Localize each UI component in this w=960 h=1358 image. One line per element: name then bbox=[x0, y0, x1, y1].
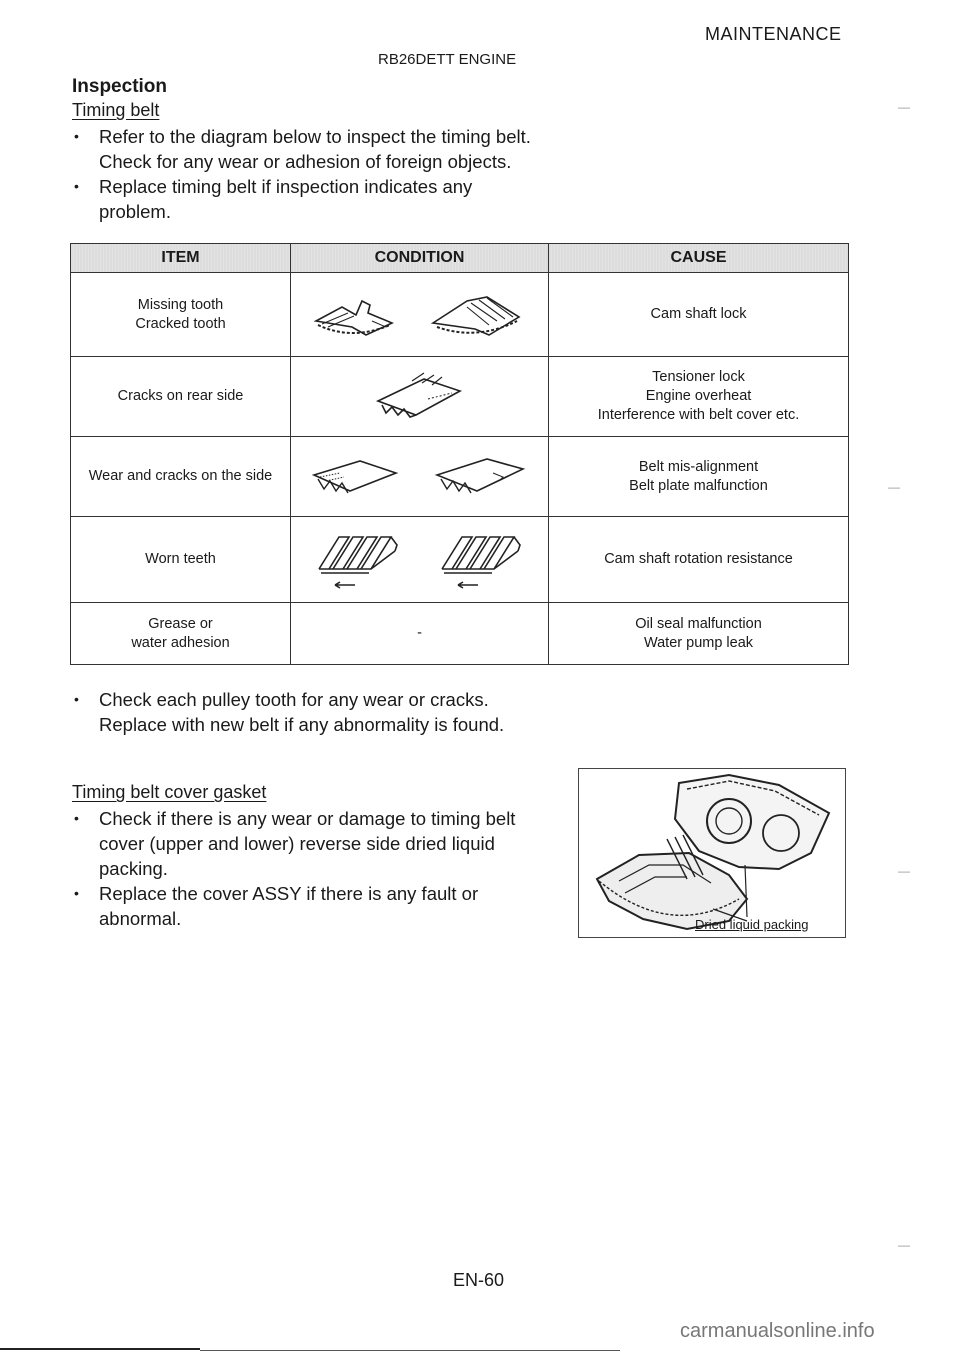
margin-mark: — bbox=[888, 480, 900, 494]
side-wear-belt-icon bbox=[310, 451, 406, 503]
table-row bbox=[71, 273, 849, 357]
bullet-item: • Check if there is any wear or damage to timing belt cover (upper and lower) reverse side dried liquid packing. bbox=[72, 806, 572, 881]
header-item: ITEM bbox=[71, 244, 291, 273]
worn-teeth-belt-icon bbox=[438, 529, 524, 591]
table-row bbox=[71, 437, 849, 517]
cause-cell: Belt mis-alignment Belt plate malfunction bbox=[549, 437, 849, 517]
item-cell: Missing tooth Cracked tooth bbox=[71, 273, 291, 357]
margin-mark: — bbox=[898, 100, 910, 114]
belt-cover-figure bbox=[578, 768, 846, 938]
header-section: MAINTENANCE bbox=[705, 24, 842, 44]
bullet-item: • Replace timing belt if inspection indicates any problem. bbox=[72, 174, 632, 224]
timing-cover-illustration bbox=[579, 769, 845, 937]
missing-tooth-belt-icon bbox=[312, 291, 396, 339]
cause-cell: Cam shaft lock bbox=[549, 273, 849, 357]
header-engine: RB26DETT ENGINE bbox=[378, 51, 517, 68]
table-row bbox=[71, 357, 849, 437]
cracked-tooth-belt-icon bbox=[427, 291, 527, 339]
footer-divider bbox=[200, 1350, 620, 1351]
item-cell: Wear and cracks on the side bbox=[71, 437, 291, 517]
page-number: EN-60 bbox=[453, 1270, 505, 1290]
condition-cell: - bbox=[291, 603, 549, 665]
margin-mark: — bbox=[898, 1238, 910, 1252]
cover-gasket-subtitle: Timing belt cover gasket bbox=[72, 782, 267, 802]
table-header-row bbox=[71, 244, 849, 273]
inspection-table bbox=[70, 243, 849, 665]
bullet-item: • Replace the cover ASSY if there is any fault or abnormal. bbox=[72, 881, 572, 931]
footer-divider bbox=[0, 1348, 200, 1350]
cause-cell: Tensioner lock Engine overheat Interference with belt cover etc. bbox=[549, 357, 849, 437]
cause-cell: Cam shaft rotation resistance bbox=[549, 517, 849, 603]
bullet-item: • Refer to the diagram below to inspect the timing belt. Check for any wear or adhesion of foreign objects. bbox=[72, 124, 632, 174]
condition-cell bbox=[291, 517, 549, 603]
condition-cell bbox=[291, 357, 549, 437]
item-cell: Worn teeth bbox=[71, 517, 291, 603]
figure-label: Dried liquid packing bbox=[695, 917, 809, 932]
item-cell: Grease or water adhesion bbox=[71, 603, 291, 665]
watermark: carmanualsonline.info bbox=[680, 1320, 875, 1342]
condition-cell bbox=[291, 437, 549, 517]
header-cause: CAUSE bbox=[549, 244, 849, 273]
margin-mark: — bbox=[898, 864, 910, 878]
pulley-bullets bbox=[72, 687, 632, 737]
condition-cell bbox=[291, 273, 549, 357]
timing-belt-bullets bbox=[72, 124, 632, 224]
timing-belt-subtitle: Timing belt bbox=[72, 100, 160, 120]
cover-gasket-bullets bbox=[72, 806, 572, 931]
table-row bbox=[71, 517, 849, 603]
rear-crack-belt-icon bbox=[372, 371, 468, 423]
worn-teeth-belt-icon bbox=[315, 529, 401, 591]
item-cell: Cracks on rear side bbox=[71, 357, 291, 437]
cause-cell: Oil seal malfunction Water pump leak bbox=[549, 603, 849, 665]
section-title: Inspection bbox=[72, 76, 168, 97]
side-crack-belt-icon bbox=[433, 451, 529, 503]
table-row bbox=[71, 603, 849, 665]
header-condition: CONDITION bbox=[291, 244, 549, 273]
bullet-item: • Check each pulley tooth for any wear or cracks. Replace with new belt if any abnormality is found. bbox=[72, 687, 632, 737]
